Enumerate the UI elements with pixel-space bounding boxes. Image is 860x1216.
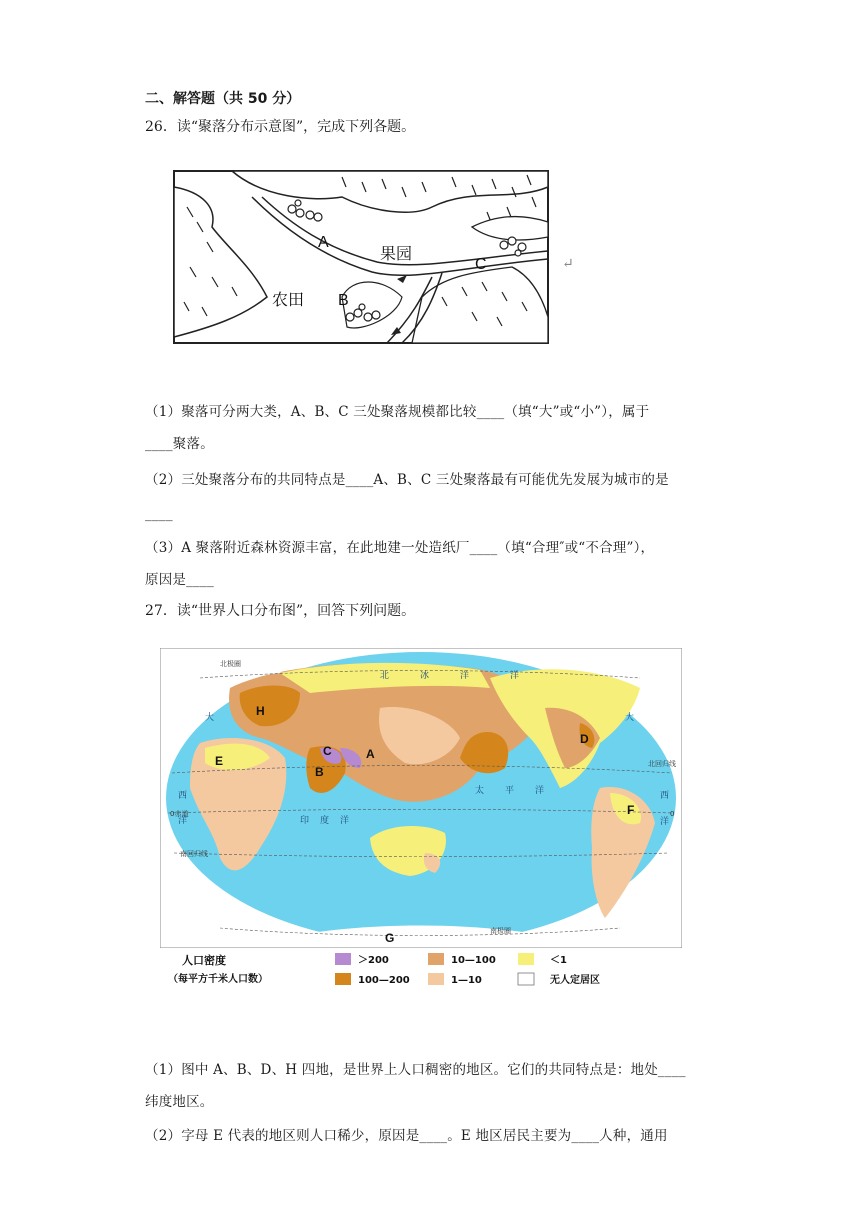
q26-line-5: （3）A 聚落附近森林资源丰富，在此地建一处造纸厂____（填“合理″或“不合理”）， <box>145 540 655 556</box>
ocean-char: 洋 <box>178 816 188 826</box>
legend-swatch <box>335 973 351 985</box>
question-26-prompt: 26．读“聚落分布示意图”，完成下列各题。 <box>145 119 416 135</box>
population-legend <box>160 948 682 990</box>
ocean-char: 大 <box>625 713 635 723</box>
map-label-b: B <box>338 292 349 309</box>
q26-line-2: ____聚落。 <box>145 436 214 452</box>
q27-line-1: （1）图中 A、B、D、H 四地，是世界上人口稠密的地区。它们的共同特点是：地处____ <box>145 1062 686 1078</box>
settlement-map <box>172 167 552 347</box>
region-h: H <box>256 704 265 718</box>
legend-swatch <box>518 953 534 965</box>
ocean-char: 大 <box>205 713 215 723</box>
legend-label: 10—100 <box>451 955 496 966</box>
map-label-a: A <box>318 234 329 251</box>
ocean-char: 洋 <box>340 816 350 826</box>
equator-label: 0赤道 <box>170 810 189 818</box>
section-title: 二、解答题（共 50 分） <box>145 91 301 107</box>
map-label-c: C <box>475 256 487 273</box>
q27-line-2: 纬度地区。 <box>145 1094 214 1110</box>
ocean-char: 冰 <box>420 671 430 681</box>
ocean-char: 洋 <box>535 786 545 796</box>
return-mark: ↵ <box>562 256 574 272</box>
q26-line-3: （2）三处聚落分布的共同特点是____A、B、C 三处聚落最有可能优先发展为城市的是 <box>145 472 669 488</box>
legend-swatch <box>428 953 444 965</box>
region-c: C <box>323 744 332 758</box>
q26-line-1: （1）聚落可分两大类，A、B、C 三处聚落规模都比较____（填“大”或“小”），属于 <box>145 404 650 420</box>
region-d: D <box>580 732 589 746</box>
map-label-orchard: 果园 <box>380 246 413 263</box>
legend-label: 100—200 <box>358 975 410 986</box>
legend-title: 人口密度 <box>182 954 226 967</box>
ocean-char: 洋 <box>460 671 470 681</box>
tropic-north-label: 北回归线 <box>648 760 676 768</box>
legend-label: 1—10 <box>451 975 482 986</box>
ocean-char: 太 <box>475 786 485 796</box>
legend-swatch <box>518 973 534 985</box>
question-27-prompt: 27．读“世界人口分布图”，回答下列问题。 <box>145 603 416 619</box>
region-b: B <box>315 765 324 779</box>
q26-line-6: 原因是____ <box>145 572 214 588</box>
legend-label: ＜1 <box>550 955 567 966</box>
antarctic-circle-label: 南极圈 <box>490 927 511 935</box>
q26-line-4: ____ <box>145 506 173 522</box>
region-f: F <box>627 803 635 817</box>
map-label-farmland: 农田 <box>272 292 305 309</box>
legend-subtitle: （每平方千米人口数） <box>168 974 268 985</box>
region-g: G <box>385 931 395 945</box>
ocean-char: 洋 <box>660 817 670 827</box>
ocean-char: 度 <box>320 816 330 826</box>
legend-swatch <box>428 973 444 985</box>
ocean-char: 西 <box>178 791 188 801</box>
legend-swatch <box>335 953 351 965</box>
arctic-circle-label: 北极圈 <box>220 660 241 668</box>
ocean-char: 平 <box>505 786 515 796</box>
equator-right-label: 0 <box>670 810 675 818</box>
ocean-char: 西 <box>660 791 670 801</box>
ocean-char: 北 <box>380 671 390 681</box>
legend-label: ＞200 <box>358 955 389 966</box>
legend-label: 无人定居区 <box>550 975 600 986</box>
region-a: A <box>366 747 375 761</box>
ocean-char: 洋 <box>510 671 520 681</box>
tropic-south-label: 南回归线 <box>180 850 208 858</box>
q27-line-3: （2）字母 E 代表的地区则人口稀少，原因是____。E 地区居民主要为____人种，通用 <box>145 1128 668 1144</box>
ocean-char: 印 <box>300 816 310 826</box>
world-population-map <box>160 648 682 948</box>
region-e: E <box>215 754 224 768</box>
